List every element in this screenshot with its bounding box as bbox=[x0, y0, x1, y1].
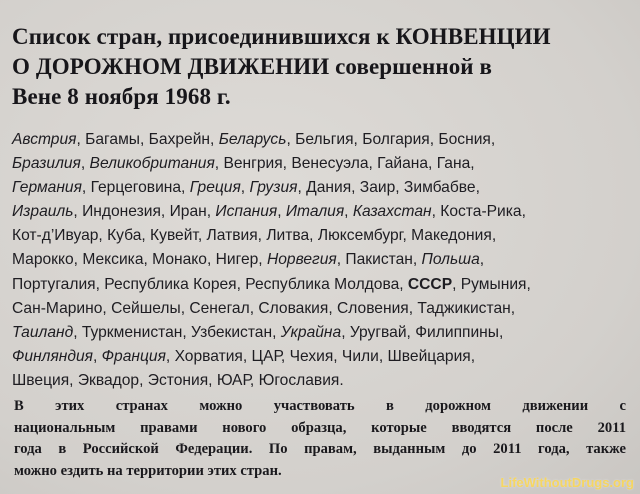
country-list-row bbox=[12, 369, 632, 393]
country-list-row bbox=[12, 128, 632, 152]
country-names: Марокко, Мексика, Монако, Нигер, bbox=[12, 251, 267, 269]
country-name-italic: Франция bbox=[101, 347, 166, 365]
country-names: , bbox=[240, 179, 250, 197]
title-line-2: О ДОРОЖНОМ ДВИЖЕНИИ совершенной в bbox=[12, 54, 493, 79]
country-names: Португалия, Республика Корея, Республика Молдова, bbox=[12, 275, 408, 293]
country-names: , bbox=[80, 155, 90, 173]
country-name-italic: Беларусь bbox=[218, 131, 287, 148]
country-name-italic: Бразилия bbox=[12, 155, 81, 173]
country-names: , Индонезия, Иран, bbox=[73, 203, 216, 221]
country-name-italic: Таиланд bbox=[12, 323, 74, 341]
country-list-row bbox=[12, 297, 632, 321]
explanatory-note bbox=[14, 396, 626, 482]
country-list-row bbox=[12, 321, 632, 345]
note-line-2: национальным правами нового образца, которые вводятся после 2011 bbox=[14, 419, 626, 436]
country-names: , bbox=[277, 203, 286, 221]
note-line-1: В этих странах можно участвовать в дорожном движении с bbox=[14, 398, 626, 414]
country-list-row bbox=[12, 248, 632, 272]
country-names: Швеция, Эквадор, Эстония, ЮАР, Югославия. bbox=[12, 371, 344, 389]
title-line-1: Список стран, присоединившихся к КОНВЕНЦИИ bbox=[12, 24, 551, 49]
country-names: , bbox=[344, 203, 353, 221]
country-name-italic: Грузия bbox=[249, 179, 298, 197]
country-names: , Герцеговина, bbox=[81, 179, 190, 197]
country-name-italic: Греция bbox=[189, 179, 241, 197]
country-names: , Дания, Заир, Зимбабве, bbox=[297, 179, 480, 197]
country-name-italic: Польша bbox=[421, 251, 480, 269]
country-list-row bbox=[12, 200, 632, 224]
document-title bbox=[12, 22, 632, 112]
country-names: , Багамы, Бахрейн, bbox=[76, 131, 219, 148]
country-name-italic: Испания bbox=[215, 203, 278, 221]
note-line-4: можно ездить на территории этих стран. bbox=[14, 462, 282, 479]
note-line-3: года в Российской Федерации. По правам, выданным до 2011 года, также bbox=[14, 441, 626, 457]
country-names: , bbox=[479, 251, 485, 269]
country-name-italic: Израиль bbox=[12, 203, 74, 221]
country-list-row bbox=[12, 345, 632, 369]
country-names: , Уругвай, Филиппины, bbox=[341, 323, 504, 341]
country-name-italic: Норвегия bbox=[266, 251, 337, 269]
country-names: , Туркменистан, Узбекистан, bbox=[73, 323, 281, 341]
country-name-bold: СССР bbox=[407, 275, 453, 293]
country-name-italic: Финляндия bbox=[12, 347, 93, 365]
country-names: Сан-Марино, Сейшелы, Сенегал, Словакия, Словения, Таджикистан, bbox=[12, 299, 516, 317]
country-name-italic: Казахстан bbox=[352, 203, 432, 221]
country-name-italic: Великобритания bbox=[89, 155, 215, 173]
site-watermark: LifeWithoutDrugs.org bbox=[500, 475, 634, 490]
country-name-italic: Австрия bbox=[12, 131, 77, 148]
country-names: , Коста-Рика, bbox=[431, 203, 526, 221]
country-name-italic: Германия bbox=[12, 179, 82, 197]
country-name-italic: Украйна bbox=[280, 323, 342, 341]
country-names: , Венгрия, Венесуэла, Гайана, Гана, bbox=[214, 155, 475, 173]
country-names: , Пакистан, bbox=[336, 251, 422, 269]
country-names: , Хорватия, ЦАР, Чехия, Чили, Швейцария, bbox=[165, 347, 476, 365]
title-line-3: Вене 8 ноября 1968 г. bbox=[12, 84, 231, 109]
country-names: Кот-д’Ивуар, Куба, Кувейт, Латвия, Литва, Люксембург, Македония, bbox=[12, 227, 497, 245]
country-list-row bbox=[12, 273, 632, 297]
country-names: , Румыния, bbox=[452, 275, 531, 293]
country-list bbox=[12, 128, 632, 393]
country-list-row bbox=[12, 176, 632, 200]
country-names: , Бельгия, Болгария, Босния, bbox=[286, 131, 496, 148]
country-name-italic: Италия bbox=[285, 203, 345, 221]
country-list-row bbox=[12, 224, 632, 248]
country-names: , bbox=[92, 347, 102, 365]
country-list-row bbox=[12, 152, 632, 176]
